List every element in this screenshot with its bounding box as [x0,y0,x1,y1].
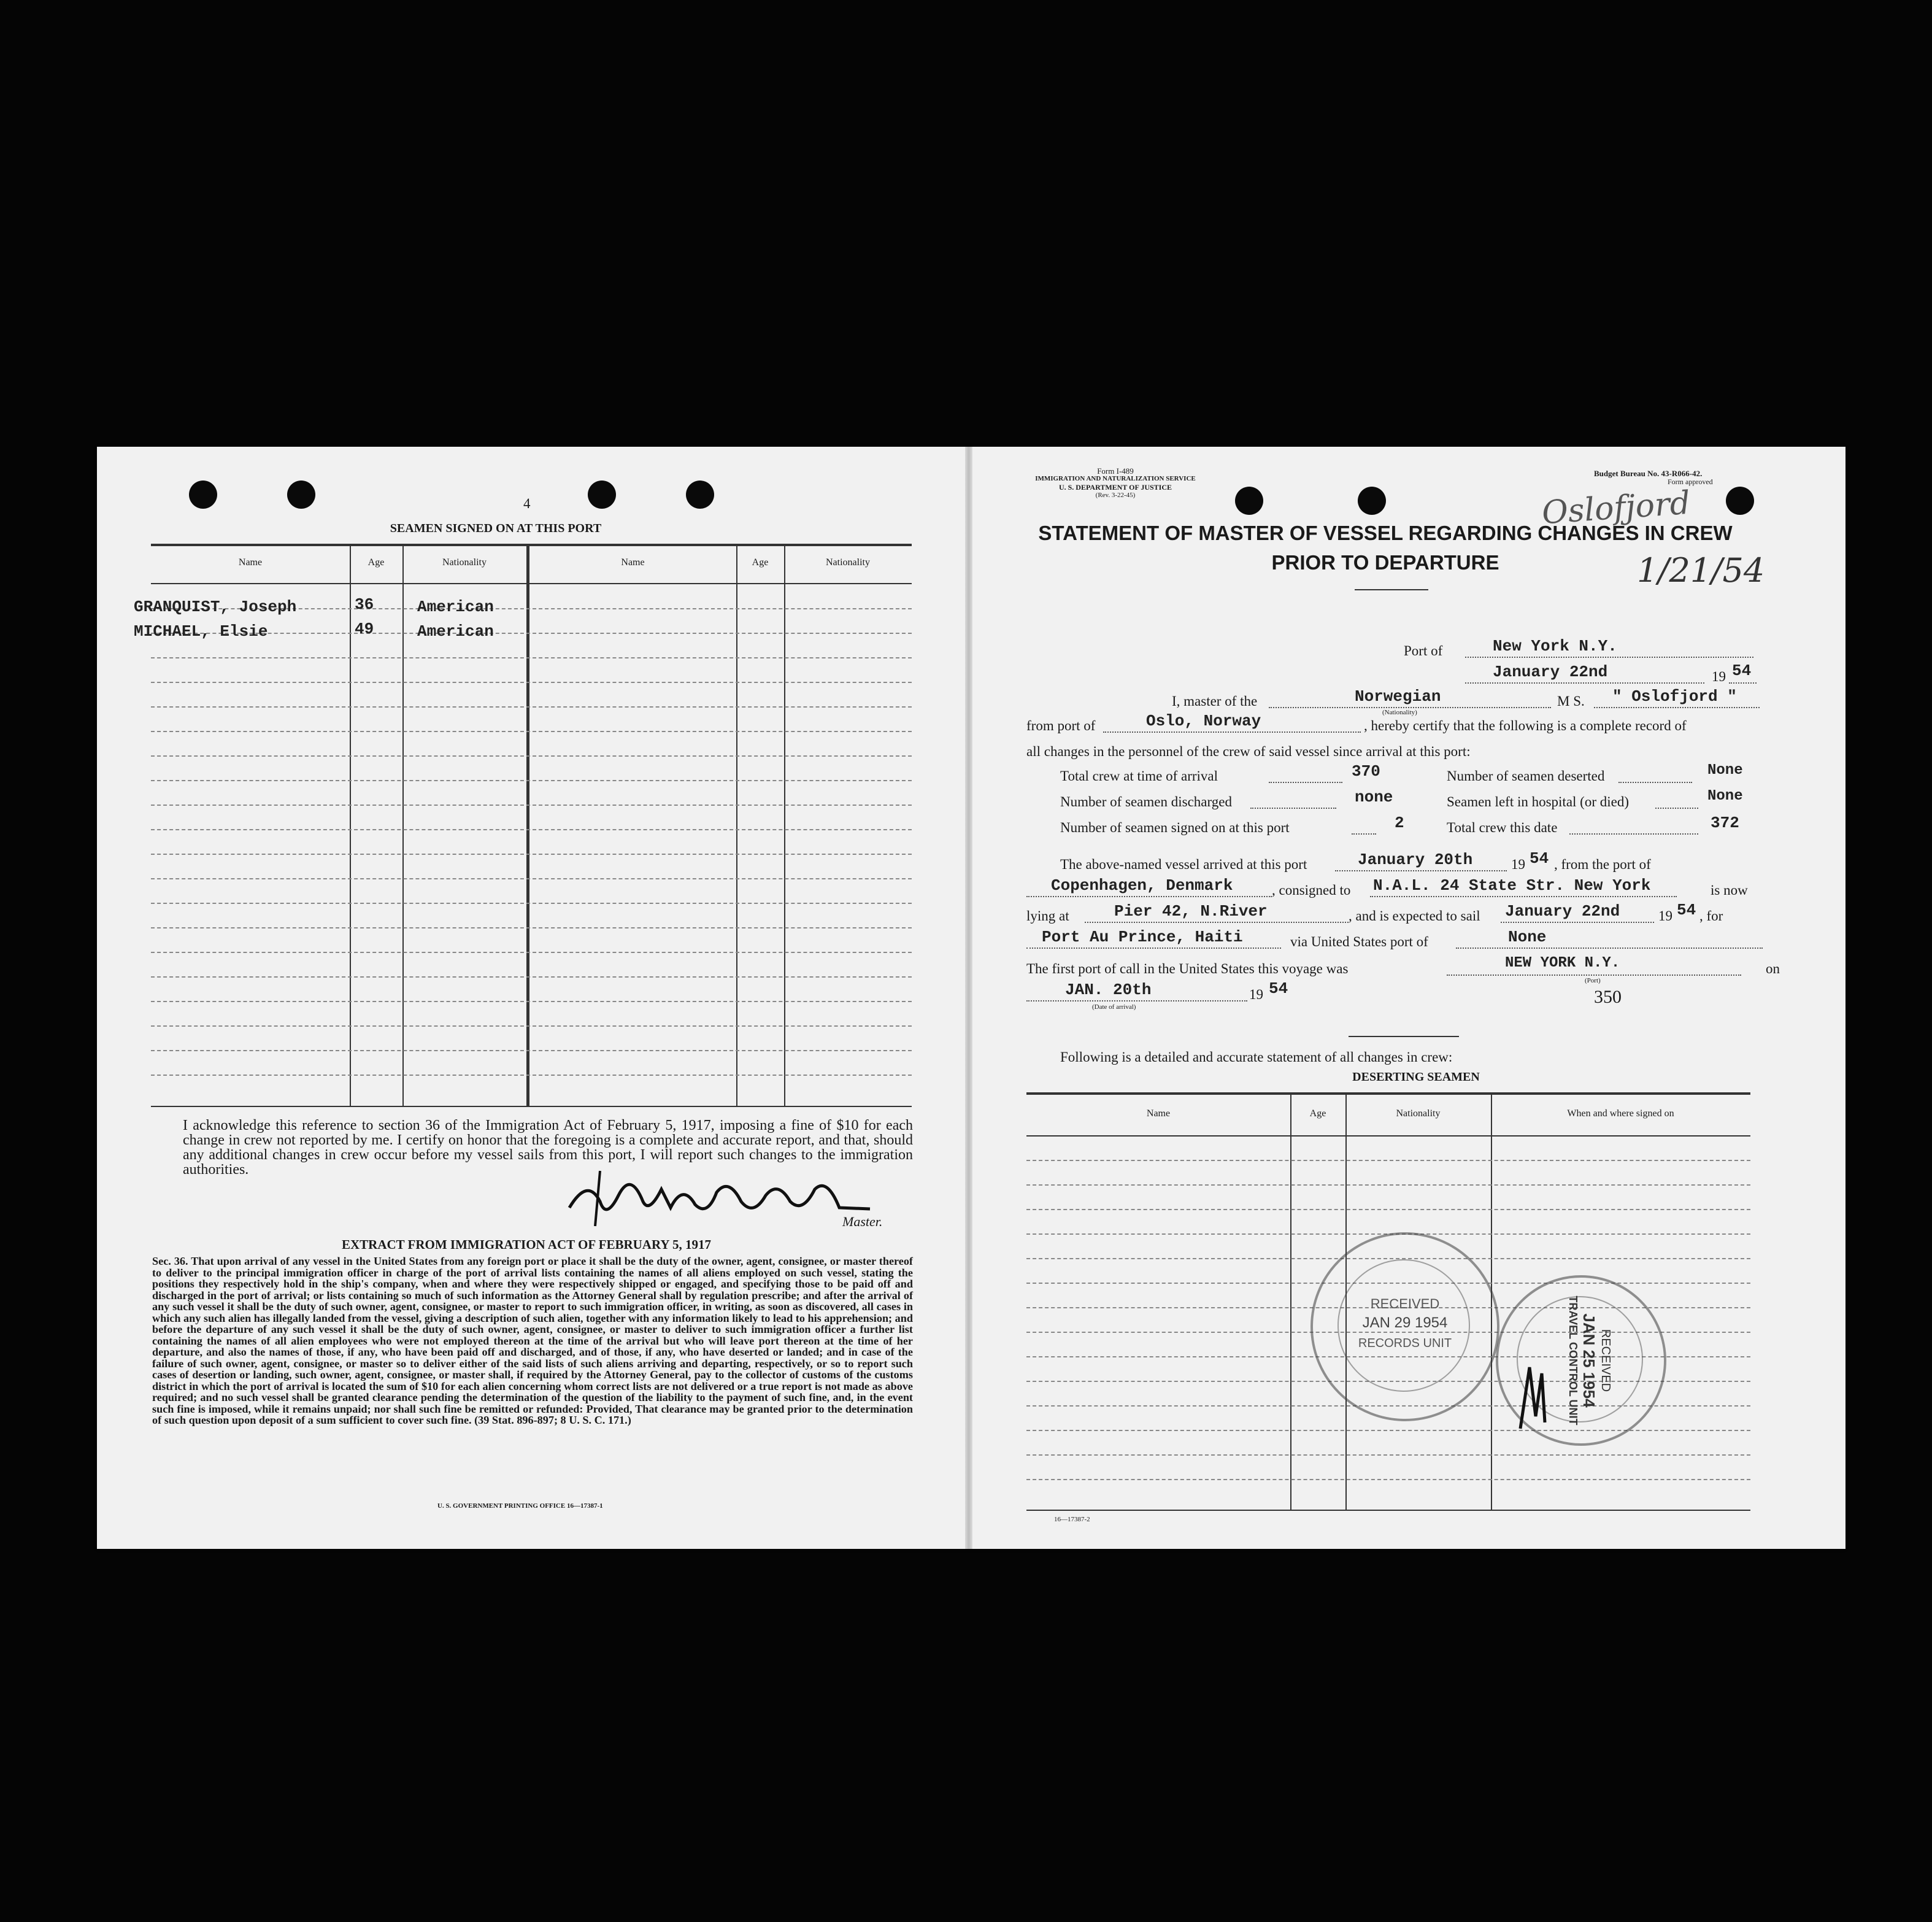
form-number: Form I-489 [1097,466,1134,476]
date-value: January 22nd [1493,663,1608,681]
deserting-header-rule [1026,1135,1750,1137]
consignee-fill [1370,896,1677,897]
first-port-date-fill [1026,1000,1247,1002]
col-header-age: Age [752,557,769,568]
punch-hole [189,480,217,509]
acknowledgement-text: I acknowledge this reference to section 36 of the Immigration Act of February 5, 1917, imposing a fine of $10 for each change in crew not reported by me. I certify on honor that the foregoing is a complete and accurate report, and that, should any additional changes in crew occur before my vessel sails from this port, I will report such changes to the immigration authorities. [183,1117,913,1178]
date-arrival-caption: (Date of arrival) [1092,1003,1136,1011]
punch-hole [588,480,616,509]
table-row-rule [151,903,912,904]
is-now-label: is now [1711,882,1748,898]
title-underline [1355,589,1428,590]
master-of-label: I, master of the [1172,693,1258,709]
form-title-line-2: PRIOR TO DEPARTURE [1271,551,1499,574]
stamp-text: RECEIVED [1370,1296,1440,1311]
first-port-label: The first port of call in the United States this voyage was [1026,961,1349,976]
first-port-value: NEW YORK N.Y. [1505,955,1620,971]
deserted-label: Number of seamen deserted [1447,768,1605,784]
master-label: Master. [842,1214,883,1229]
from-port-of-label: , from the port of [1554,857,1651,872]
form-approved-line: Form approved [1668,477,1713,486]
extract-text: Sec. 36. That upon arrival of any vessel in the United States from any foreign port or place it shall be the duty of the owner, agent, consignee, or master thereof to deliver to the principal immigration officer in charge of the port of arrival lists containing the names of all aliens employed on such vessel, stating the positions they respectively hold in the ship's company, when and where they were respectively shipped or engaged, and specifying those to be paid off and discharged in the port of arrival; or lists containing so much of such information as the Attorney General shall by regulation prescribe; and after the arrival of any such vessel it shall be the duty of such owner, agent, consignee, or master to report to such immigration officer, in writing, as soon as discovered, all cases in which any such alien has illegally landed from the vessel, giving a description of such alien, together with any information likely to lead to his apprehension; and before the departure of any such vessel it shall be the duty of such owner, agent, consignee, or master to deliver to such immigration officer a further list containing the names of all alien employees who were not employed thereon at the time of the arrival but who will leave port thereon at the time of her departure, and also the names of those, if any, who have been paid off and discharged, and of those, if any, who have deserted or landed; and in case of the failure of such owner, agent, consignee, or master so to deliver either of the said lists of such aliens arriving and departing, respectively, or so to report such cases of desertion or landing, such owner, agent, consignee, or master shall, if required by the Attorney General, pay to the collector of customs of the customs district in which the port of arrival is located the sum of $10 for each alien concerning whom correct lists are not delivered or a true report is not made as above required; and no such vessel shall be granted clearance pending the determination of the question of the liability to the payment of such fine, and, in the event such fine is imposed, while it remains unpaid; nor shall such fine be remitted or refunded: Provided, That clearance may be granted prior to the determination of such question upon deposit of a sum sufficient to cover such fine. (39 Stat. 896-897; 8 U. S. C. 171.) [152,1255,913,1426]
table-top-rule [151,544,912,546]
table-bottom-rule [151,1106,912,1107]
table-row-rule [151,927,912,928]
table-row-rule [151,1025,912,1027]
lying-at-label: lying at [1026,908,1069,924]
on-label: on [1766,961,1780,976]
vessel-fill [1594,707,1760,708]
first-port-year-value: 54 [1269,979,1288,998]
from-port-value: Oslo, Norway [1146,712,1261,730]
table-header-rule [151,583,912,584]
punch-hole [1235,487,1263,515]
punch-hole [1726,487,1754,515]
table-cell-name: GRANQUIST, Joseph [134,598,297,616]
table-row-rule [151,682,912,683]
stat-leader [1618,782,1692,783]
col-divider [402,546,404,1106]
table-row-rule [151,878,912,879]
form-revision: (Rev. 3-22-45) [1095,492,1136,499]
stamp-text: RECORDS UNIT [1358,1337,1452,1350]
table-row-rule [151,1075,912,1076]
col-header-age: Age [368,557,385,568]
nationality-fill [1269,707,1551,708]
certify-text: , hereby certify that the following is a complete record of [1364,718,1687,733]
deserting-row-rule [1026,1184,1750,1186]
origin-fill [1026,896,1272,897]
total-crew-arrival-label: Total crew at time of arrival [1060,768,1218,784]
stat-leader [1352,833,1376,835]
year-value: 54 [1732,662,1752,680]
certify-text-2: all changes in the personnel of the crew of said vessel since arrival at this port: [1026,744,1471,759]
table-cell-name: MICHAEL, Elsie [134,622,268,641]
stat-leader [1569,833,1698,835]
for-label: , for [1699,908,1723,924]
stat-leader [1250,808,1336,809]
received-stamp-records [1310,1232,1499,1421]
code-350: 350 [1594,987,1622,1007]
table-row-rule [151,780,912,781]
handwritten-date: 1/21/54 [1637,551,1765,590]
table-row-rule [151,854,912,855]
table-row-rule [151,1001,912,1002]
consigned-label: , consigned to [1272,882,1351,898]
arrived-value: January 20th [1358,851,1473,869]
punch-hole [287,480,315,509]
via-value: None [1508,928,1547,946]
deserting-row-rule [1026,1479,1750,1480]
table-row-rule [151,952,912,953]
left-printer-line: U. S. GOVERNMENT PRINTING OFFICE 16—17387-1 [437,1502,603,1510]
vessel-value: " Oslofjord " [1612,687,1737,706]
col-divider [526,546,529,1106]
total-crew-date-label: Total crew this date [1447,820,1558,835]
table-row-rule [151,1050,912,1051]
nationality-caption: (Nationality) [1382,709,1417,716]
lying-at-value: Pier 42, N.River [1114,902,1268,920]
deserting-col-name: Name [1146,1108,1171,1119]
table-row-rule [151,755,912,757]
hospital-value: None [1707,788,1743,805]
agency-line-2: U. S. DEPARTMENT OF JUSTICE [1058,483,1172,492]
from-port-fill [1103,731,1361,733]
col-header-name: Name [621,557,645,568]
col-divider [784,546,785,1106]
budget-bureau-line: Budget Bureau No. 43-R066-42. [1594,469,1703,478]
port-of-fill [1465,657,1753,658]
sail-date-fill [1501,922,1654,923]
deserting-col-divider [1290,1095,1291,1510]
sail-date-value: January 22nd [1505,902,1620,920]
arrived-label: The above-named vessel arrived at this port [1060,857,1307,872]
destination-fill [1026,947,1281,949]
stamp-date: JAN 25 1954 [1580,1313,1598,1408]
discharged-label: Number of seamen discharged [1060,794,1232,809]
destination-value: Port Au Prince, Haiti [1042,928,1243,946]
port-of-label: Port of [1404,643,1443,658]
table-cell-age: 36 [355,595,374,614]
table-row-rule [151,829,912,830]
agency-line-1: IMMIGRATION AND NATURALIZATION SERVICE [1035,475,1196,482]
arrived-year-value: 54 [1530,849,1549,868]
table-row-rule [151,706,912,708]
form-title-line-1: STATEMENT OF MASTER OF VESSEL REGARDING CHANGES IN CREW [1038,522,1733,544]
stamp-date: JAN 29 1954 [1362,1314,1448,1331]
stat-leader [1655,808,1698,809]
deserting-col-nationality: Nationality [1396,1108,1441,1119]
discharged-value: none [1355,788,1393,806]
punch-hole [686,480,714,509]
first-port-fill [1447,975,1741,976]
deserting-title: DESERTING SEAMEN [1352,1070,1480,1084]
stamp-text: RECEIVED [1599,1329,1612,1392]
first-port-year-prefix: 19 [1249,987,1263,1002]
from-port-label: from port of [1026,718,1096,733]
col-divider [736,546,737,1106]
page-number: 4 [523,496,531,511]
nationality-value: Norwegian [1355,687,1441,706]
center-fold [965,447,972,1549]
punch-hole [1358,487,1386,515]
deserting-col-age: Age [1309,1108,1326,1119]
total-crew-date-value: 372 [1711,814,1739,832]
port-of-value: New York N.Y. [1493,637,1617,655]
expected-label: , and is expected to sail [1349,908,1480,924]
table-cell-nationality: American [417,598,494,616]
year-prefix: 19 [1712,669,1726,684]
col-header-name: Name [238,557,263,568]
total-crew-arrival-value: 370 [1352,762,1380,781]
year-fill [1729,682,1757,684]
date-fill [1465,682,1704,684]
extract-title: EXTRACT FROM IMMIGRATION ACT OF FEBRUARY 5, 1917 [341,1237,712,1252]
lying-at-fill [1085,922,1349,923]
sail-year-value: 54 [1677,901,1696,919]
handwritten-ship-name: Oslofjord [1541,484,1691,532]
table-row-rule [151,805,912,806]
left-page-title: SEAMEN SIGNED ON AT THIS PORT [390,522,602,535]
sail-year-prefix: 19 [1658,908,1672,924]
ms-label: M S. [1557,693,1585,709]
right-printer-line: 16—17387-2 [1054,1516,1090,1523]
hospital-label: Seamen left in hospital (or died) [1447,794,1630,809]
section-divider [1349,1036,1459,1037]
table-cell-age: 49 [355,620,374,638]
following-text: Following is a detailed and accurate statement of all changes in crew: [1060,1049,1453,1065]
arrived-year-prefix: 19 [1511,857,1525,872]
deserting-col-when-where: When and where signed on [1567,1108,1674,1119]
arrived-fill [1335,870,1507,871]
via-label: via United States port of [1290,934,1428,949]
col-header-nationality: Nationality [442,557,487,568]
table-cell-nationality: American [417,622,494,641]
document-sheet [97,447,1845,1549]
origin-value: Copenhagen, Denmark [1051,876,1233,895]
deserting-top-rule [1026,1092,1750,1095]
table-row-rule [151,657,912,658]
port-caption: (Port) [1585,977,1601,984]
signed-on-label: Number of seamen signed on at this port [1060,820,1290,835]
stat-leader [1269,782,1342,783]
stamp-text: TRAVEL CONTROL UNIT [1567,1295,1579,1426]
col-divider [350,546,351,1106]
clerk-initials [1508,1355,1557,1435]
table-row-rule [151,976,912,978]
col-header-nationality: Nationality [826,557,870,568]
table-row-rule [151,731,912,732]
deserting-row-rule [1026,1209,1750,1210]
deserting-row-rule [1026,1454,1750,1456]
via-fill [1456,947,1763,949]
deserting-row-rule [1026,1160,1750,1161]
consignee-value: N.A.L. 24 State Str. New York [1373,876,1651,895]
deserted-value: None [1707,762,1743,779]
signed-on-value: 2 [1395,814,1404,832]
master-signature [563,1165,882,1232]
first-port-date-value: JAN. 20th [1065,981,1152,999]
deserting-bottom-rule [1026,1510,1750,1511]
